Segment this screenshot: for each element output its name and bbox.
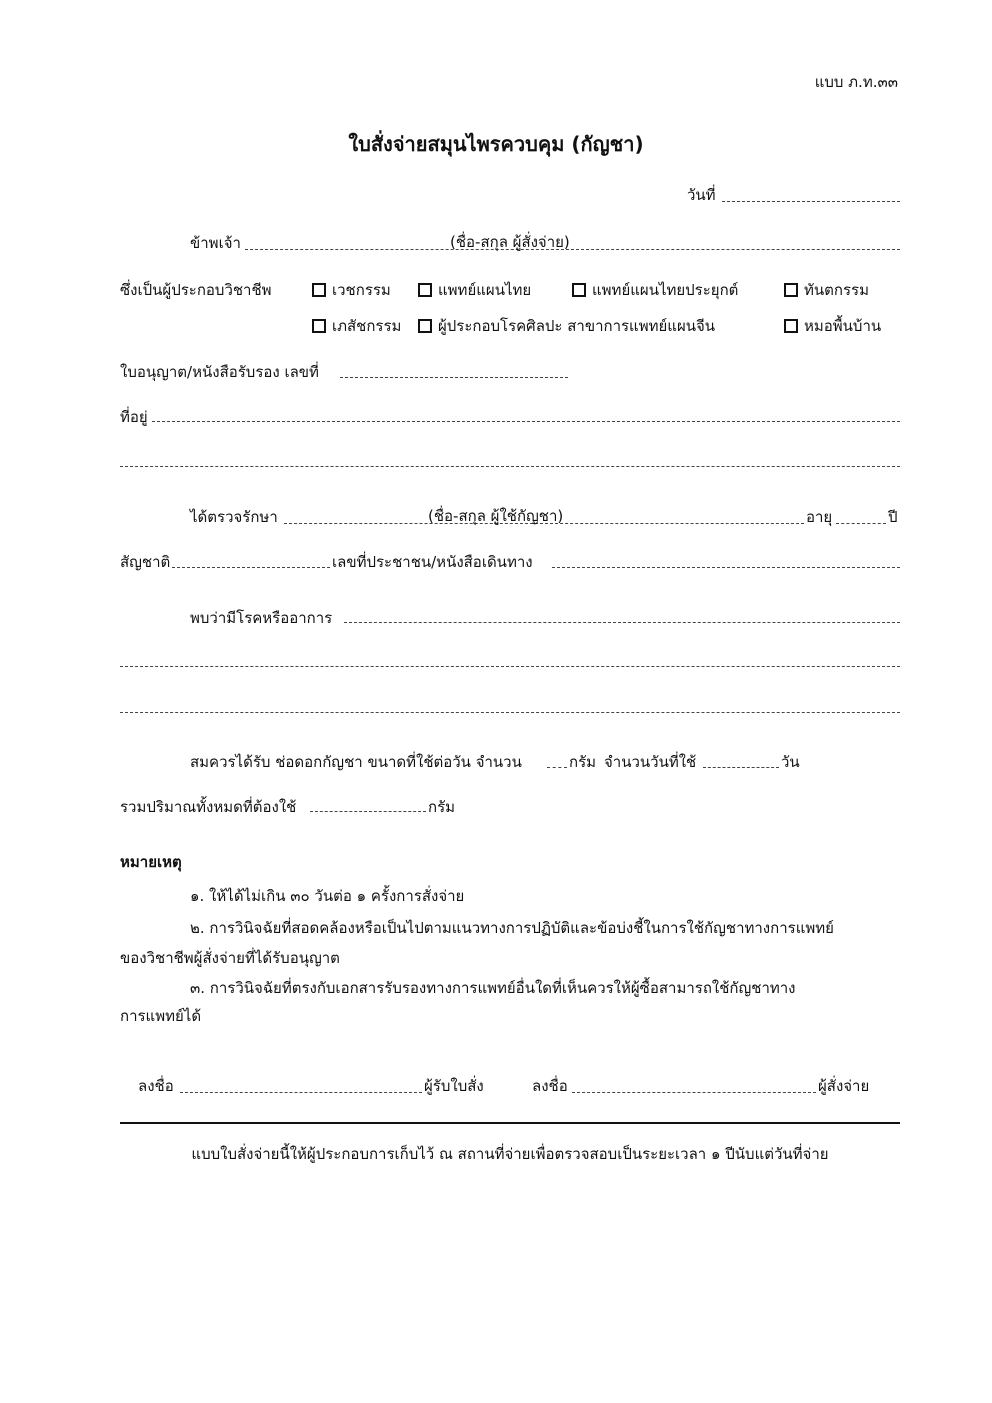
- prescriber-name-field[interactable]: [245, 249, 900, 250]
- profession-option[interactable]: แพทย์แผนไทย: [418, 278, 531, 302]
- note-item-continued: ของวิชาชีพผู้สั่งจ่ายที่ได้รับอนุญาต: [120, 949, 340, 967]
- checkbox-icon[interactable]: [418, 319, 432, 333]
- profession-option[interactable]: เภสัชกรรม: [312, 314, 401, 338]
- note-item: ๒. การวินิจฉัยที่สอดคล้องหรือเป็นไปตามแนวทางการปฏิบัติและข้อบ่งชี้ในการใช้กัญชาทางการแพทย์: [190, 919, 834, 937]
- address-field-line2[interactable]: [120, 466, 900, 467]
- age-label: อายุ: [806, 508, 833, 526]
- license-label: ใบอนุญาต/หนังสือรับรอง เลขที่: [120, 363, 319, 381]
- day-unit: วัน: [781, 753, 800, 771]
- dose-unit: กรัม: [569, 753, 597, 771]
- prescriber-signature-field[interactable]: [572, 1092, 816, 1093]
- checkbox-icon[interactable]: [784, 283, 798, 297]
- checkbox-icon[interactable]: [312, 283, 326, 297]
- checkbox-icon[interactable]: [312, 319, 326, 333]
- profession-option[interactable]: ผู้ประกอบโรคศิลปะ สาขาการแพทย์แผนจีน: [418, 314, 715, 338]
- profession-label: ซึ่งเป็นผู้ประกอบวิชาชีพ: [120, 281, 272, 299]
- divider: [120, 1122, 900, 1124]
- note-item: ๑. ให้ได้ไม่เกิน ๓๐ วันต่อ ๑ ครั้งการสั่งจ่าย: [190, 887, 465, 905]
- profession-option[interactable]: เวชกรรม: [312, 278, 391, 302]
- prescriber-role: ผู้สั่งจ่าย: [818, 1077, 870, 1095]
- total-unit: กรัม: [428, 798, 456, 816]
- days-label: จำนวนวันที่ใช้: [604, 753, 697, 771]
- profession-option[interactable]: แพทย์แผนไทยประยุกต์: [572, 278, 738, 302]
- address-label: ที่อยู่: [120, 408, 148, 426]
- prescriber-hint: (ชื่อ-สกุล ผู้สั่งจ่าย): [450, 233, 570, 251]
- diagnosis-label: พบว่ามีโรคหรืออาการ: [190, 609, 333, 627]
- id-label: เลขที่ประชาชน/หนังสือเดินทาง: [332, 553, 533, 571]
- diagnosis-field-line3[interactable]: [120, 712, 900, 713]
- nationality-field[interactable]: [172, 567, 330, 568]
- profession-option[interactable]: หมอพื้นบ้าน: [784, 314, 881, 338]
- daily-dose-field[interactable]: [547, 767, 567, 768]
- note-item-continued: การแพทย์ได้: [120, 1007, 202, 1025]
- date-field[interactable]: [722, 201, 900, 202]
- notes-heading: หมายเหตุ: [120, 853, 182, 871]
- age-unit: ปี: [888, 508, 898, 526]
- checkbox-icon[interactable]: [784, 319, 798, 333]
- days-field[interactable]: [703, 767, 779, 768]
- checkbox-icon[interactable]: [418, 283, 432, 297]
- note-item: ๓. การวินิจฉัยที่ตรงกับเอกสารรับรองทางการแพทย์อื่นใดที่เห็นควรให้ผู้ซื้อสามารถใช้กัญชาทาง: [190, 979, 796, 997]
- patient-hint: (ชื่อ-สกุล ผู้ใช้กัญชา): [428, 507, 564, 525]
- footer-note: แบบใบสั่งจ่ายนี้ให้ผู้ประกอบการเก็บไว้ ณ สถานที่จ่ายเพื่อตรวจสอบเป็นระยะเวลา ๑ ปีนับแต่วันที่จ่าย: [191, 1145, 829, 1163]
- profession-option[interactable]: ทันตกรรม: [784, 278, 869, 302]
- receiver-role: ผู้รับใบสั่ง: [424, 1077, 484, 1095]
- id-number-field[interactable]: [552, 567, 900, 568]
- total-label: รวมปริมาณทั้งหมดที่ต้องใช้: [120, 798, 297, 816]
- form-code: แบบ ภ.ท.๓๓: [814, 73, 898, 91]
- checkbox-icon[interactable]: [572, 283, 586, 297]
- dosage-text: สมควรได้รับ ช่อดอกกัญชา ขนาดที่ใช้ต่อวัน จำนวน: [190, 753, 522, 771]
- receiver-signature-field[interactable]: [180, 1092, 422, 1093]
- total-field[interactable]: [310, 811, 426, 812]
- prescriber-label: ข้าพเจ้า: [190, 234, 241, 252]
- receiver-sign-label: ลงชื่อ: [138, 1077, 174, 1095]
- address-field-line1[interactable]: [152, 421, 900, 422]
- examined-label: ได้ตรวจรักษา: [190, 508, 278, 526]
- diagnosis-field-line1[interactable]: [344, 622, 900, 623]
- date-label: วันที่: [687, 186, 716, 204]
- license-number-field[interactable]: [340, 377, 568, 378]
- diagnosis-field-line2[interactable]: [120, 666, 900, 667]
- nationality-label: สัญชาติ: [120, 553, 171, 571]
- age-field[interactable]: [836, 523, 886, 524]
- page-title: ใบสั่งจ่ายสมุนไพรควบคุม (กัญชา): [348, 132, 644, 156]
- prescriber-sign-label: ลงชื่อ: [532, 1077, 568, 1095]
